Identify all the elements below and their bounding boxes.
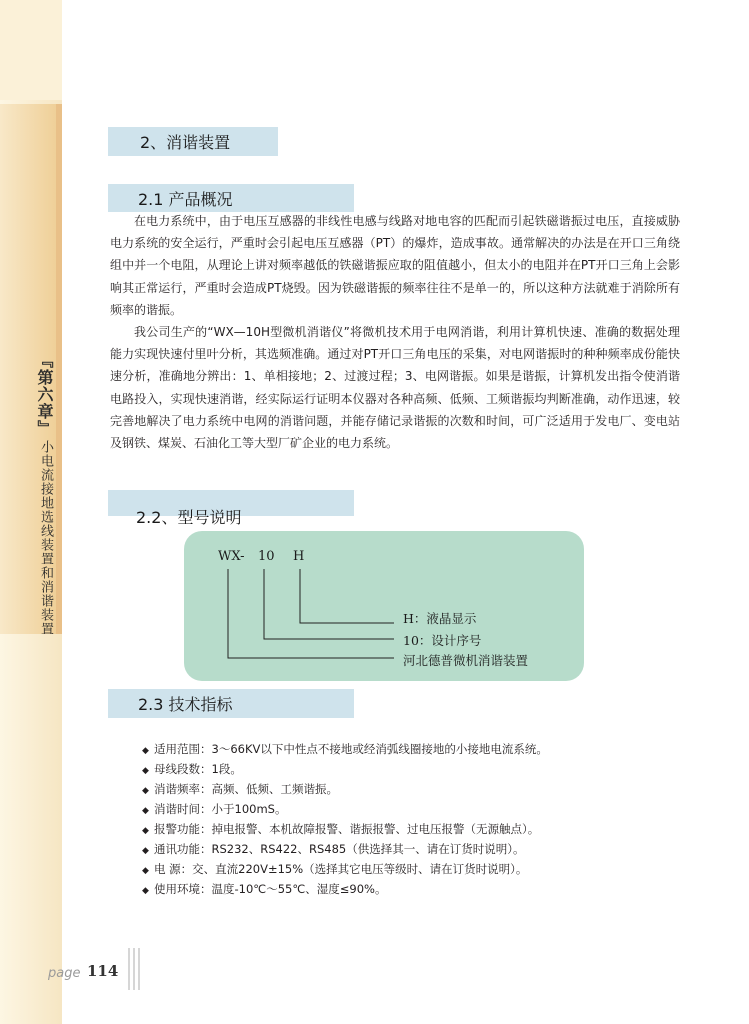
page-number: 114 xyxy=(87,962,119,980)
specs-heading xyxy=(108,689,354,718)
page-word: page xyxy=(48,966,81,981)
diamond-bullet-icon: ◆ xyxy=(142,746,149,756)
model-heading-text: 2.2、型号说明 xyxy=(136,508,242,527)
spec-text: 电 源：交、直流220V±15%（选择其它电压等级时、请在订货时说明）。 xyxy=(154,862,528,876)
spec-text: 报警功能：掉电报警、本机故障报警、谐振报警、过电压报警（无源触点）。 xyxy=(154,822,540,836)
section-heading-text: 2、消谐装置 xyxy=(140,133,231,152)
section-heading xyxy=(108,127,278,156)
model-code-number: 10 xyxy=(258,549,275,564)
model-code-suffix: H xyxy=(293,549,305,564)
diamond-bullet-icon: ◆ xyxy=(142,846,149,856)
overview-heading-text: 2.1 产品概况 xyxy=(138,189,233,209)
spec-text: 适用范围：3～66KV以下中性点不接地或经消弧线圈接地的小接地电流系统。 xyxy=(154,742,548,756)
legend-manufacturer: 河北德普微机消谐装置 xyxy=(403,653,529,668)
specs-list xyxy=(142,739,702,899)
paragraph-text: 我公司生产的“WX—10H型微机消谐仪”将微机技术用于电网消谐，利用计算机快速、准确的数据处理能力实现快速付里叶分析，其选频准确。通过对PT开口三角电压的采集，对电网谐振时的种种频率成份能快速分析，准确地分辨出：1、单相接地；2、过渡过程；3、电网谐振。如果是谐振，计算机发出指令使消谐电路投入，实现快速消谐，经实际运行证明本仪器对各种高频、低频、工频谐振均判断准确，动作迅速，较完善地解决了电力系统中电网的消谐问题，并能存储记录谐振的次数和时间，可广泛适用于发电厂、变电站及钢铁、煤炭、石油化工等大型厂矿企业的电力系统。 xyxy=(110,325,680,451)
diamond-bullet-icon: ◆ xyxy=(142,866,149,876)
footer-divider-lines xyxy=(127,948,141,990)
model-code-prefix: WX- xyxy=(218,549,245,564)
paragraph-text: 在电力系统中，由于电压互感器的非线性电感与线路对地电容的匹配而引起铁磁谐振过电压，直接威胁电力系统的安全运行，严重时会引起电压互感器（PT）的爆炸，造成事故。通常解决的办法是在开口三角绕组中并一个电阻，从理论上讲对频率越低的铁磁谐振应取的阻值越小，但太小的电阻并在PT开口三角上会影响其正常运行，严重时会造成PT烧毁。因为铁磁谐振的频率往往不是单一的，所以这种方法就难于消除所有频率的谐振。 xyxy=(110,214,680,317)
diamond-bullet-icon: ◆ xyxy=(142,786,149,796)
chapter-label: 『第六章』 xyxy=(35,352,54,437)
list-item xyxy=(142,799,702,819)
spec-text: 通讯功能：RS232、RS422、RS485（供选择其一、请在订货时说明）。 xyxy=(154,842,525,856)
overview-heading xyxy=(108,184,354,212)
chapter-subtitle: 小电流接地选线装置和消谐装置 xyxy=(38,440,53,636)
diamond-bullet-icon: ◆ xyxy=(142,826,149,836)
spec-text: 母线段数：1段。 xyxy=(154,762,242,776)
diamond-bullet-icon: ◆ xyxy=(142,766,149,776)
list-item xyxy=(142,759,702,779)
list-item xyxy=(142,879,702,899)
specs-heading-text: 2.3 技术指标 xyxy=(138,695,233,714)
list-item xyxy=(142,779,702,799)
spec-text: 使用环境：温度-10℃～55℃、湿度≤90%。 xyxy=(154,882,387,896)
list-item xyxy=(142,839,702,859)
overview-paragraph-2 xyxy=(110,321,680,454)
sidebar-strip-top xyxy=(0,0,62,100)
list-item xyxy=(142,859,702,879)
diamond-bullet-icon: ◆ xyxy=(142,886,149,896)
spec-text: 消谐频率：高频、低频、工频谐振。 xyxy=(154,782,338,796)
list-item xyxy=(142,739,702,759)
spec-text: 消谐时间：小于100mS。 xyxy=(154,802,287,816)
model-heading xyxy=(108,490,354,527)
legend-design-serial: 10：设计序号 xyxy=(403,633,482,648)
legend-display: H：液晶显示 xyxy=(403,611,477,626)
list-item xyxy=(142,819,702,839)
overview-paragraph-1 xyxy=(110,210,680,321)
diamond-bullet-icon: ◆ xyxy=(142,806,149,816)
